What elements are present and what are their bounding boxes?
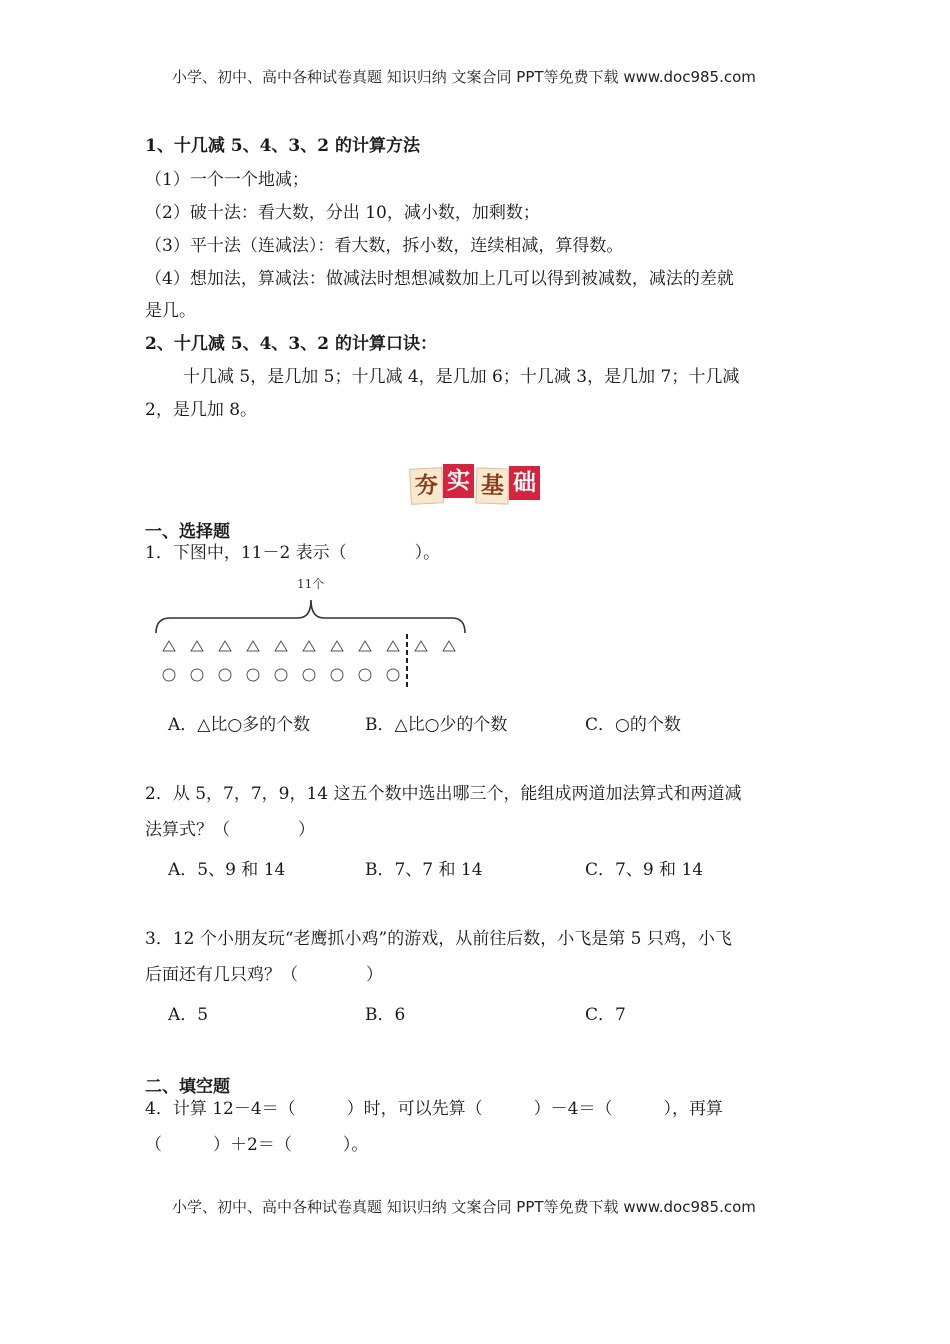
- figure-label: 11个: [297, 577, 325, 591]
- method-2: （2）破十法：看大数，分出 10，减小数，加剩数；: [145, 203, 540, 223]
- section-badge: [410, 464, 542, 506]
- triangle-11: [443, 641, 455, 651]
- triangle-1: [163, 641, 175, 651]
- method-1: （1）一个一个地减；: [145, 170, 309, 190]
- circle-5: [275, 669, 287, 681]
- triangle-9: [387, 641, 399, 651]
- q4-line2: （ ）＋2＝（ ）。: [145, 1135, 369, 1155]
- rhyme-line2: 2，是几加 8。: [145, 400, 258, 420]
- q1-option-c: C．○的个数: [585, 715, 681, 735]
- brace: [156, 600, 465, 633]
- circle-3: [219, 669, 231, 681]
- page-footer: 小学、初中、高中各种试卷真题 知识归纳 文案合同 PPT等免费下载 www.doc985.com: [172, 1198, 756, 1216]
- badge-char-2: 实: [443, 464, 474, 498]
- page-header: 小学、初中、高中各种试卷真题 知识归纳 文案合同 PPT等免费下载 www.doc985.com: [172, 68, 756, 86]
- q1-option-b: B．△比○少的个数: [365, 715, 508, 735]
- circle-8: [359, 669, 371, 681]
- triangle-7: [331, 641, 343, 651]
- method-4-line1: （4）想加法，算减法：做减法时想想减数加上几可以得到被减数，减法的差就: [145, 269, 734, 289]
- q3-line1: 3．12 个小朋友玩“老鹰抓小鸡”的游戏，从前往后数，小飞是第 5 只鸡，小飞: [145, 929, 732, 949]
- q3-option-a: A．5: [168, 1005, 209, 1025]
- q3-option-c: C．7: [585, 1005, 626, 1025]
- badge-char-4: 础: [509, 466, 540, 500]
- q2-option-a: A．5、9 和 14: [168, 860, 286, 880]
- circle-7: [331, 669, 343, 681]
- triangle-10: [415, 641, 427, 651]
- q1-option-a: A．△比○多的个数: [168, 715, 311, 735]
- method-3: （3）平十法（连减法）：看大数，拆小数，连续相减，算得数。: [145, 236, 624, 256]
- triangle-8: [359, 641, 371, 651]
- q3-option-b: B．6: [365, 1005, 406, 1025]
- triangle-row: [163, 641, 455, 651]
- triangle-3: [219, 641, 231, 651]
- q2-option-b: B．7、7 和 14: [365, 860, 483, 880]
- section-heading-rhyme: 2、十几减 5、4、3、2 的计算口诀：: [145, 334, 437, 354]
- rhyme-line1: 十几减 5，是几加 5；十几减 4，是几加 6；十几减 3，是几加 7；十几减: [183, 367, 740, 387]
- q3-line2: 后面还有几只鸡？（ ）: [145, 965, 383, 985]
- q2-line1: 2．从 5，7，7，9，14 这五个数中选出哪三个，能组成两道加法算式和两道减: [145, 784, 742, 804]
- badge-char-1: 夯: [409, 467, 444, 505]
- section-heading-method: 1、十几减 5、4、3、2 的计算方法: [145, 136, 420, 156]
- section-title-choice: 一、选择题: [145, 522, 230, 542]
- circle-2: [191, 669, 203, 681]
- triangle-6: [303, 641, 315, 651]
- circle-9: [387, 669, 399, 681]
- circle-6: [303, 669, 315, 681]
- q4-line1: 4．计算 12－4＝（ ）时，可以先算（ ）－4＝（ ），再算: [145, 1099, 723, 1119]
- triangle-4: [247, 641, 259, 651]
- circle-row: [163, 669, 399, 681]
- q1-stem: 1．下图中，11－2 表示（ ）。: [145, 543, 441, 563]
- triangle-5: [275, 641, 287, 651]
- circle-1: [163, 669, 175, 681]
- badge-char-3: 基: [475, 467, 509, 504]
- q2-line2: 法算式？（ ）: [145, 820, 315, 840]
- circle-4: [247, 669, 259, 681]
- triangle-2: [191, 641, 203, 651]
- method-4-line2: 是几。: [145, 301, 196, 321]
- section-title-fill: 二、填空题: [145, 1077, 230, 1097]
- q2-option-c: C．7、9 和 14: [585, 860, 704, 880]
- q1-figure: [148, 570, 478, 700]
